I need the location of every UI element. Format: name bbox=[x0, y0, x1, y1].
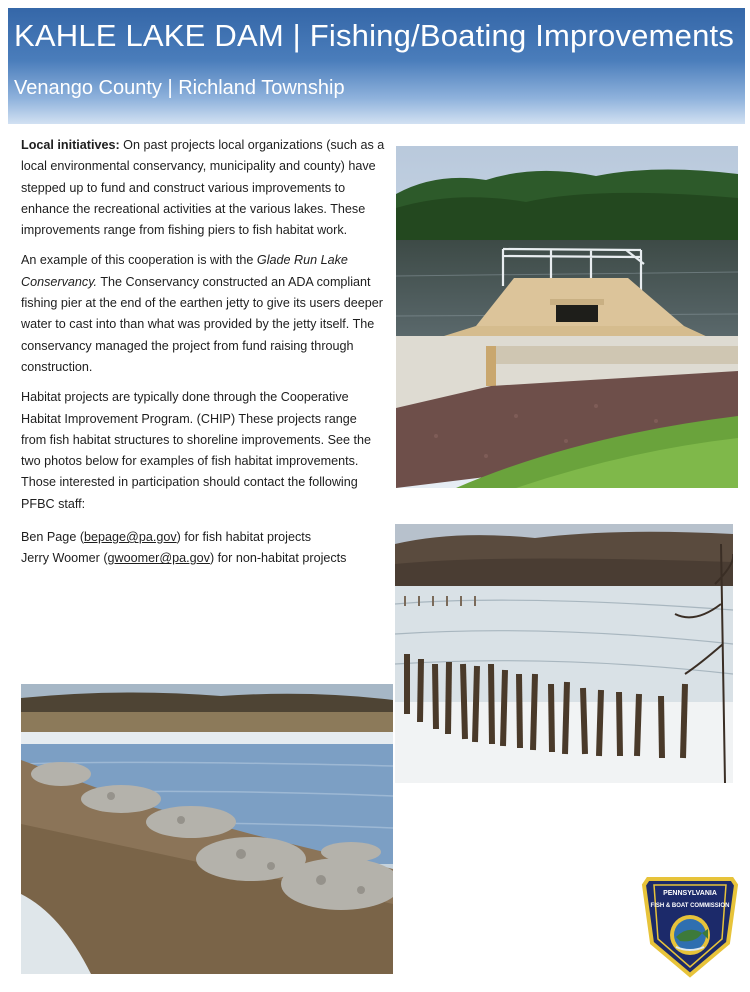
fishing-pier-photo bbox=[396, 146, 738, 488]
habitat-posts-photo bbox=[395, 524, 733, 783]
pfbc-logo bbox=[640, 873, 740, 978]
shoreline-rock-photo bbox=[21, 684, 393, 974]
contact-line: Jerry Woomer (gwoomer@pa.gov) for non-habitat projects bbox=[21, 551, 347, 566]
contact-line: Ben Page (bepage@pa.gov) for fish habitat projects bbox=[21, 530, 312, 545]
contact-role: for non-habitat projects bbox=[214, 551, 347, 566]
contact-list bbox=[21, 527, 385, 570]
email-link[interactable]: bepage@pa.gov bbox=[84, 530, 177, 545]
contact-name: Ben Page bbox=[21, 530, 77, 545]
paragraph-conservancy bbox=[21, 250, 385, 378]
paragraph-text: The Conservancy constructed an ADA compliant fishing pier at the end of the earthen jetty to give its users deeper water to cast into than what was provided by the jetty itself. The conservancy managed the project from fund raising through construction. bbox=[21, 274, 383, 374]
logo-text-state: PENNSYLVANIA bbox=[663, 890, 717, 897]
paragraph-text: On past projects local organizations (such as a local environmental conservancy, municipality and county) have stepped up to fund and construct various improvements to enhance the recreational activities at the various lakes. These improvements range from fishing piers to fish habitat work. bbox=[21, 138, 385, 238]
paragraph-local-initiatives bbox=[21, 135, 385, 241]
page-title: KAHLE LAKE DAM | Fishing/Boating Improvements bbox=[14, 18, 735, 53]
paragraph-text: An example of this cooperation is with the bbox=[21, 253, 257, 268]
body-text bbox=[21, 135, 385, 570]
paragraph-chip: Habitat projects are typically done through the Cooperative Habitat Improvement Program. (CHIP) These projects range from fish habitat structures to shoreline improvements. See the two photos below for examples of fish habitat improvements. Those interested in participation should contact the following PFBC staff: bbox=[21, 390, 371, 511]
contact-name: Jerry Woomer bbox=[21, 551, 100, 566]
contact-role: for fish habitat projects bbox=[180, 530, 312, 545]
logo-text-agency: FISH & BOAT COMMISSION bbox=[650, 903, 730, 909]
header-banner bbox=[8, 8, 745, 124]
email-link[interactable]: gwoomer@pa.gov bbox=[107, 551, 210, 566]
paragraph-lead: Local initiatives: bbox=[21, 138, 120, 152]
conservancy-name: Glade Run Lake Conservancy. bbox=[21, 253, 348, 289]
page-subtitle: Venango County | Richland Township bbox=[14, 77, 345, 99]
